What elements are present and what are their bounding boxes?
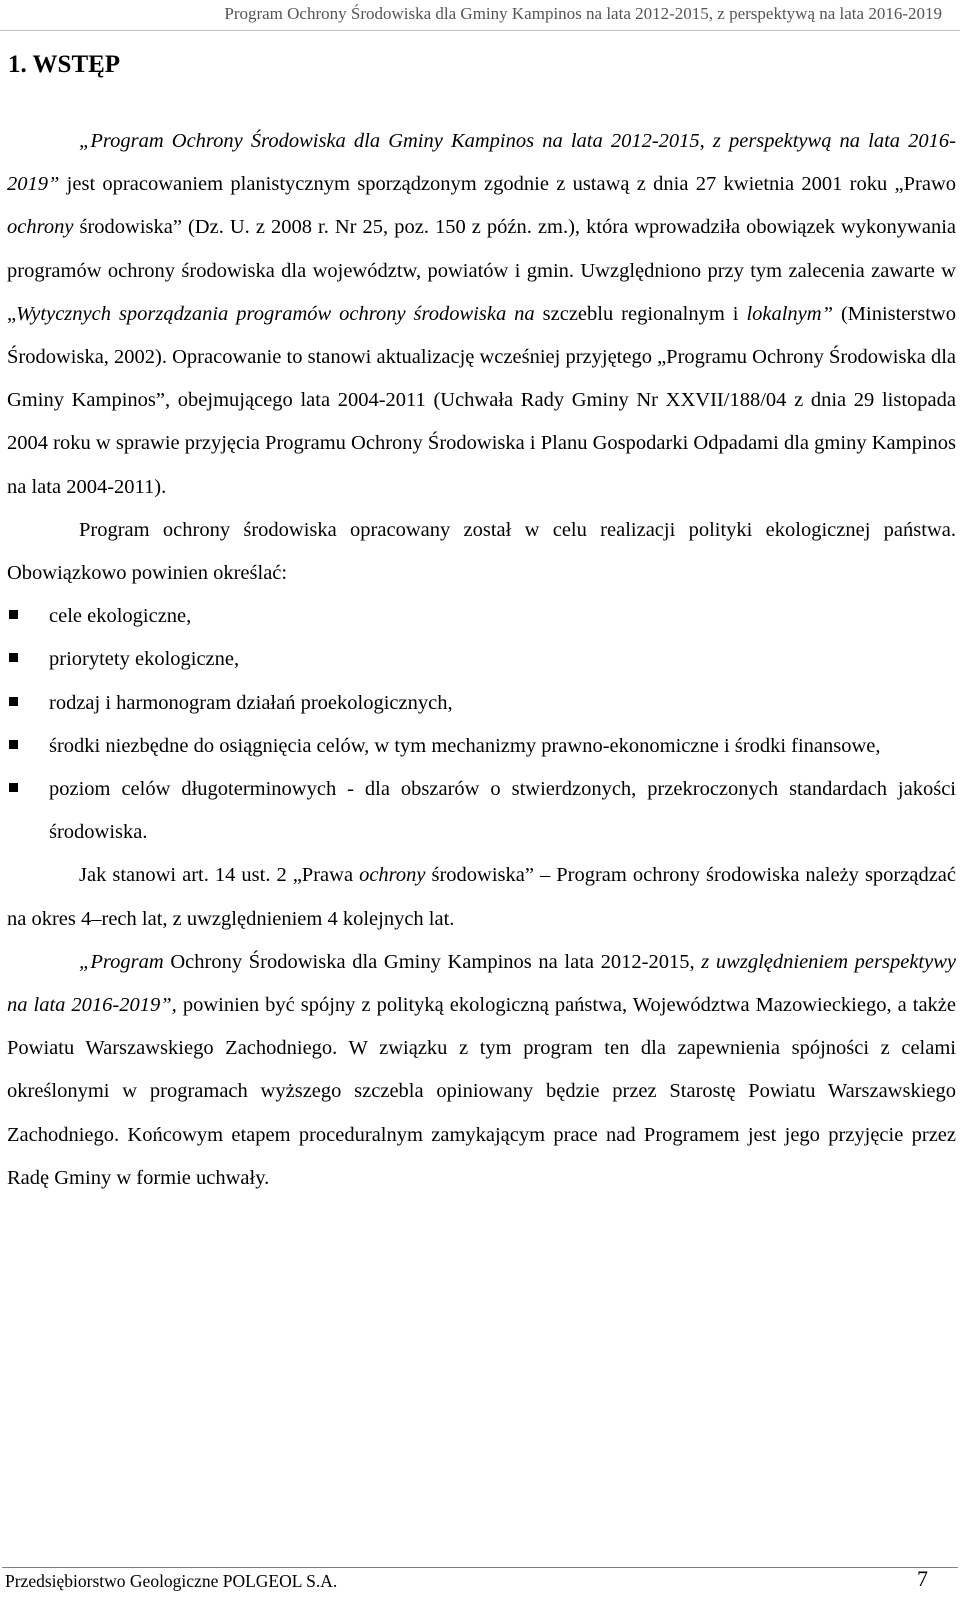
list-item: środki niezbędne do osiągnięcia celów, w tym mechanizmy prawno-ekonomiczne i środki finansowe,: [7, 725, 956, 768]
running-header: Program Ochrony Środowiska dla Gminy Kampinos na lata 2012-2015, z perspektywą na lata 2016-2019: [224, 4, 942, 23]
square-bullet-icon: [9, 653, 18, 662]
square-bullet-icon: [9, 610, 18, 619]
guidelines-title-italic: Wytycznych sporządzania programów ochrony środowiska na: [16, 302, 535, 325]
footer-company: Przedsiębiorstwo Geologiczne POLGEOL S.A.: [5, 1571, 338, 1591]
consistency-paragraph: „Program Ochrony Środowiska dla Gminy Kampinos na lata 2012-2015, z uwzględnieniem perspektywy na lata 2016-2019”, powinien być spójny z polityką ekologiczną państwa, Województwa Mazowieckiego, a także Powiatu Warszawskiego Zachodniego. W związku z tym program ten dla zapewnienia spójności z celami określonymi w programach wyższego szczebla opiniowany będzie przez Starostę Powiatu Warszawskiego Zachodniego. Końcowym etapem proceduralnym zamykającym prace nad Programem jest jego przyjęcie przez Radę Gminy w formie uchwały.: [7, 950, 956, 1189]
legal-basis-paragraph: Jak stanowi art. 14 ust. 2 „Prawa ochrony środowiska” – Program ochrony środowiska należy sporządzać na okres 4–rech lat, z uwzględnieniem 4 kolejnych lat.: [7, 864, 956, 930]
list-item: priorytety ekologiczne,: [7, 638, 956, 681]
list-item: rodzaj i harmonogram działań proekologicznych,: [7, 682, 956, 725]
requirements-list: [7, 595, 956, 854]
list-item: poziom celów długoterminowych - dla obszarów o stwierdzonych, przekroczonych standardach jakości środowiska.: [7, 768, 956, 854]
square-bullet-icon: [9, 697, 18, 706]
header-divider: [0, 30, 960, 31]
document-body: [7, 120, 956, 1200]
square-bullet-icon: [9, 740, 18, 749]
intro-paragraph: „Program Ochrony Środowiska dla Gminy Kampinos na lata 2012-2015, z perspektywą na lata 2016-2019” jest opracowaniem planistycznym sporządzonym zgodnie z ustawą z dnia 27 kwietnia 2001 roku „Prawo ochrony środowiska” (Dz. U. z 2008 r. Nr 25, poz. 150 z późn. zm.), która wprowadziła obowiązek wykonywania programów ochrony środowiska dla województw, powiatów i gmin. Uwzględniono przy tym zalecenia zawarte w „Wytycznych sporządzania programów ochrony środowiska na szczeblu regionalnym i lokalnym” (Ministerstwo Środowiska, 2002). Opracowanie to stanowi aktualizację wcześniej przyjętego „Programu Ochrony Środowiska dla Gminy Kampinos”, obejmującego lata 2004-2011 (Uchwała Rady Gminy Nr XXVII/188/04 z dnia 29 listopada 2004 roku w sprawie przyjęcia Programu Ochrony Środowiska i Planu Gospodarki Odpadami dla gminy Kampinos na lata 2004-2011).: [7, 130, 956, 498]
purpose-paragraph: Program ochrony środowiska opracowany został w celu realizacji polityki ekologicznej państwa. Obowiązkowo powinien określać:: [7, 518, 956, 585]
section-title: 1. WSTĘP: [8, 51, 121, 78]
footer-divider: [2, 1567, 958, 1568]
program-title-italic: „Program Ochrony Środowiska dla Gminy Kampinos na lata 2012-2015, z perspektywą na lata 2016-2019”: [7, 130, 956, 196]
square-bullet-icon: [9, 783, 18, 792]
page-number: 7: [917, 1566, 928, 1591]
list-item: cele ekologiczne,: [7, 595, 956, 638]
